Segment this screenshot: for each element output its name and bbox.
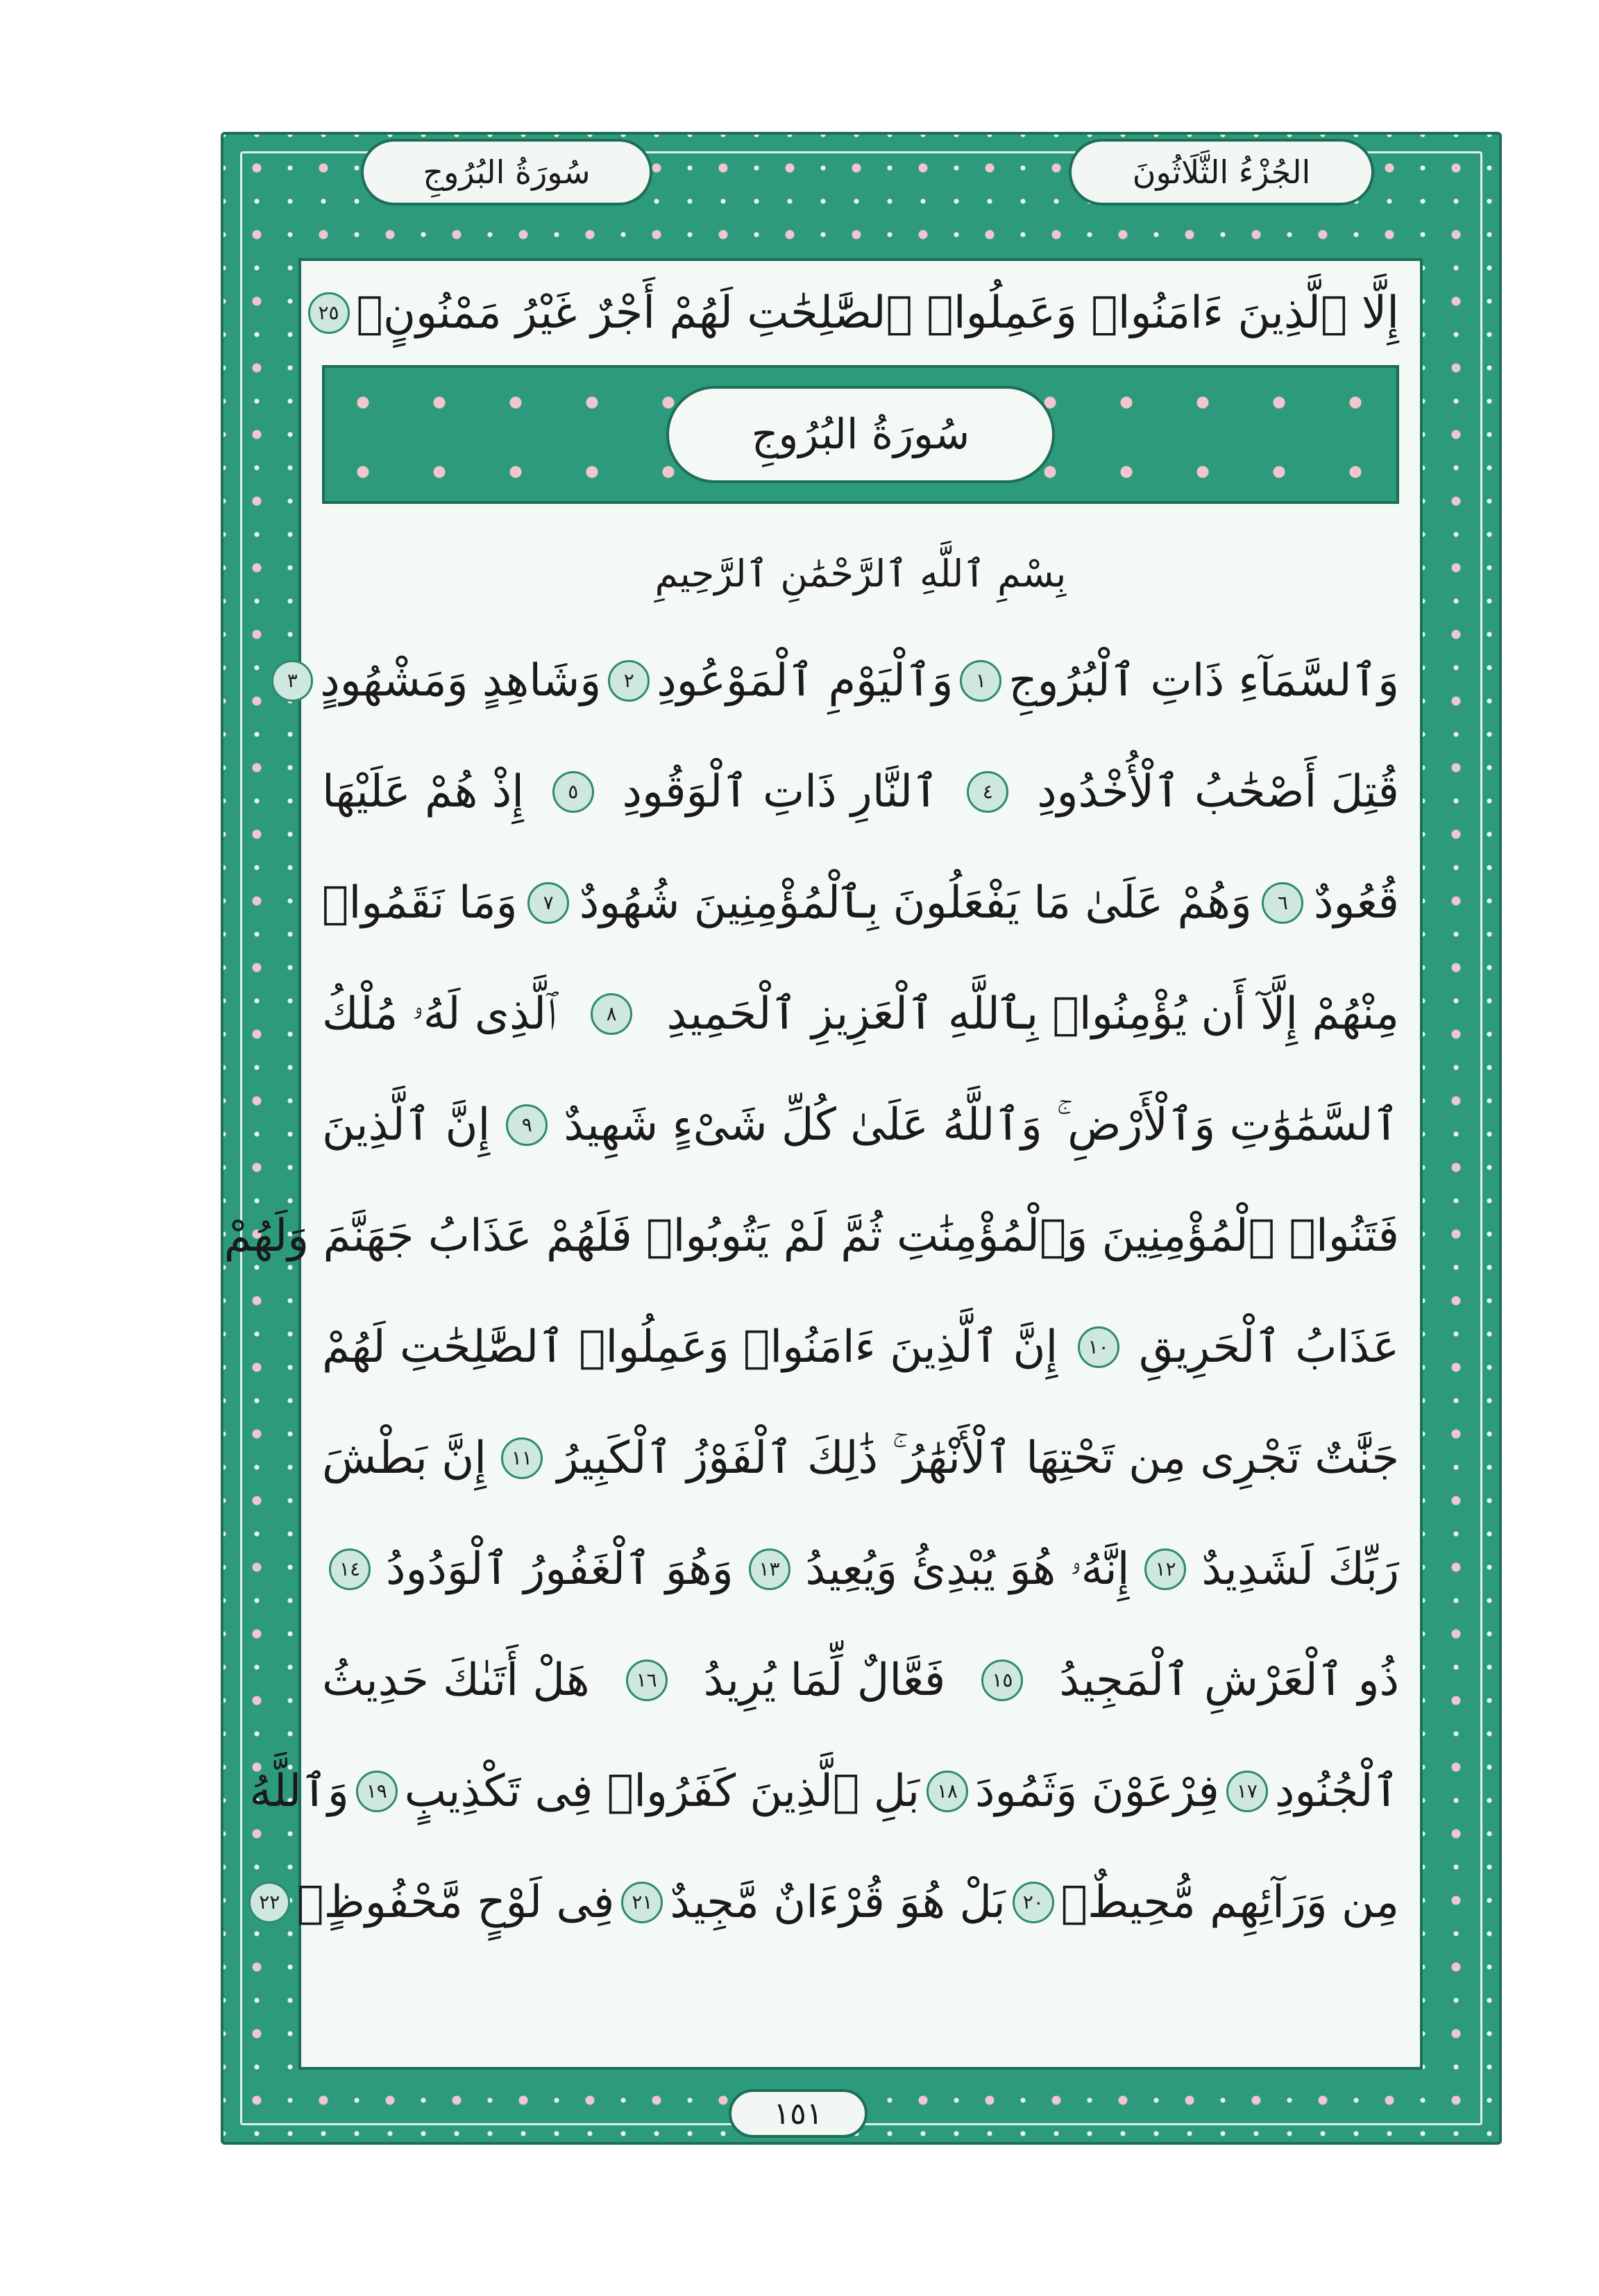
ayah-number-marker: ١٠ bbox=[1078, 1326, 1119, 1368]
verse-line-1 bbox=[318, 261, 1399, 365]
verse-line bbox=[223, 1184, 1399, 1288]
verse-text: فِرْعَوْنَ وَثَمُودَ bbox=[975, 1766, 1219, 1817]
ayah-number-marker: ١ bbox=[960, 660, 1001, 702]
verse-text: ٱلسَّمَٰوَٰتِ وَٱلْأَرْضِ ۚ وَٱللَّهُ عَلَىٰ كُلِّ شَىْءٍ شَهِيدٌ bbox=[564, 1099, 1399, 1151]
verse-line bbox=[322, 851, 1399, 955]
verse-line bbox=[322, 1406, 1399, 1510]
verse-text: هَلْ أَتَىٰكَ حَدِيثُ bbox=[322, 1655, 590, 1706]
verse-text: مِن وَرَآئِهِم مُّحِيطٌۢ bbox=[1060, 1877, 1399, 1928]
verse-text: وَشَاهِدٍ وَمَشْهُودٍ bbox=[320, 655, 602, 707]
verse-text: ٱلَّذِى لَهُۥ مُلْكُ bbox=[322, 988, 557, 1040]
verse-text: جَنَّٰتٌ تَجْرِى مِن تَحْتِهَا ٱلْأَنْهَٰرُ ۚ ذَٰلِكَ ٱلْفَوْزُ ٱلْكَبِيرُ bbox=[557, 1433, 1399, 1484]
ayah-number-marker: ١٥ bbox=[981, 1660, 1023, 1701]
verse-text: عَذَابُ ٱلْحَرِيقِ bbox=[1139, 1322, 1399, 1373]
ayah-number-marker: ١٧ bbox=[1226, 1771, 1268, 1812]
verse-line bbox=[322, 1295, 1399, 1399]
verse-text: بَلْ هُوَ قُرْءَانٌ مَّجِيدٌ bbox=[670, 1877, 1006, 1928]
verse-text: إِنَّ ٱلَّذِينَ bbox=[322, 1099, 491, 1151]
header-surah-name: سُورَةُ البُرُوجِ bbox=[361, 139, 652, 205]
surah-title: سُورَةُ البُرُوجِ bbox=[666, 386, 1055, 483]
ayah-number-marker: ٢٥ bbox=[308, 292, 350, 334]
verse-text: إِنَّ بَطْشَ bbox=[322, 1433, 487, 1484]
page-number: ١٥١ bbox=[729, 2089, 868, 2138]
ayah-number-marker: ١٦ bbox=[626, 1660, 668, 1701]
verse-text: قُعُودٌ bbox=[1313, 877, 1399, 929]
ayah-number-marker: ١٢ bbox=[1144, 1548, 1186, 1590]
verse-text: إِنَّ ٱلَّذِينَ ءَامَنُوا۟ وَعَمِلُوا۟ ٱلصَّٰلِحَٰتِ لَهُمْ bbox=[322, 1322, 1058, 1373]
verse-text: ذُو ٱلْعَرْشِ ٱلْمَجِيدُ bbox=[1059, 1655, 1399, 1706]
verse-text: قُتِلَ أَصْحَٰبُ ٱلْأُخْدُودِ bbox=[1037, 766, 1399, 818]
ayah-number-marker: ٢١ bbox=[621, 1882, 663, 1923]
ayah-number-marker: ٢٠ bbox=[1013, 1882, 1054, 1923]
verse-line bbox=[322, 1517, 1399, 1621]
verse-text: ٱلنَّارِ ذَاتِ ٱلْوَقُودِ bbox=[622, 766, 939, 818]
ayah-number-marker: ٨ bbox=[591, 993, 632, 1035]
ayah-number-marker: ٢ bbox=[608, 660, 650, 702]
verse-text: وَٱلْيَوْمِ ٱلْمَوْعُودِ bbox=[657, 655, 954, 707]
ayah-number-marker: ١٩ bbox=[356, 1771, 398, 1812]
ayah-number-marker: ٢٢ bbox=[248, 1882, 290, 1923]
verse-text: فَعَّالٌ لِّمَا يُرِيدُ bbox=[703, 1655, 946, 1706]
ayah-number-marker: ١٨ bbox=[927, 1771, 968, 1812]
verse-text: ٱلْجُنُودِ bbox=[1274, 1766, 1399, 1817]
verse-text: رَبِّكَ لَشَدِيدٌ bbox=[1201, 1544, 1399, 1595]
ayah-number-marker: ٦ bbox=[1262, 882, 1303, 924]
verse-line bbox=[322, 962, 1399, 1066]
ayah-number-marker: ٣ bbox=[271, 660, 313, 702]
verse-text: فَتَنُوا۟ ٱلْمُؤْمِنِينَ وَٱلْمُؤْمِنَٰتِ ثُمَّ لَمْ يَتُوبُوا۟ فَلَهُمْ عَذَابُ جَهَنَّمَ وَلَهُمْ bbox=[223, 1210, 1399, 1262]
verse-line bbox=[322, 740, 1399, 844]
ayah-number-marker: ٥ bbox=[552, 771, 594, 813]
basmala: بِسْمِ ٱللَّهِ ٱلرَّحْمَٰنِ ٱلرَّحِيمِ bbox=[654, 551, 1067, 596]
verse-line bbox=[287, 629, 1399, 733]
verse-line bbox=[322, 1073, 1399, 1177]
ayah-number-marker: ٩ bbox=[506, 1104, 548, 1146]
ayah-number-marker: ٤ bbox=[967, 771, 1008, 813]
verse-text: وَمَا نَقَمُوا۟ bbox=[322, 877, 518, 929]
verse-line bbox=[259, 1850, 1399, 1955]
ayah-number-marker: ١٤ bbox=[329, 1548, 371, 1590]
verse-text: إِلَّا ٱلَّذِينَ ءَامَنُوا۟ وَعَمِلُوا۟ ٱلصَّٰلِحَٰتِ لَهُمْ أَجْرٌ غَيْرُ مَمْنُونٍۭ bbox=[356, 287, 1399, 339]
text-panel bbox=[223, 258, 1423, 2070]
verse-text: وَٱلسَّمَآءِ ذَاتِ ٱلْبُرُوجِ bbox=[1008, 655, 1399, 707]
ayah-number-marker: ٧ bbox=[527, 882, 569, 924]
verse-text: إِذْ هُمْ عَلَيْهَا bbox=[322, 766, 524, 818]
header-juz-name: الجُزْءُ الثَّلَاثُونَ bbox=[1069, 139, 1374, 205]
verse-line bbox=[249, 1739, 1399, 1843]
verse-text: إِنَّهُۥ هُوَ يُبْدِئُ وَيُعِيدُ bbox=[805, 1544, 1130, 1595]
verse-text: وَهُمْ عَلَىٰ مَا يَفْعَلُونَ بِٱلْمُؤْمِنِينَ شُهُودٌ bbox=[579, 877, 1252, 929]
verse-line bbox=[322, 1628, 1399, 1732]
ayah-number-marker: ١١ bbox=[501, 1437, 543, 1479]
verse-text: وَهُوَ ٱلْغَفُورُ ٱلْوَدُودُ bbox=[386, 1544, 734, 1595]
verse-text: بَلِ ٱلَّذِينَ كَفَرُوا۟ فِى تَكْذِيبٍ bbox=[404, 1766, 920, 1817]
surah-title-band bbox=[322, 365, 1399, 504]
verse-text: فِى لَوْحٍ مَّحْفُوظٍۭ bbox=[297, 1877, 615, 1928]
verse-text: وَٱللَّهُ bbox=[249, 1766, 349, 1817]
verse-text: مِنْهُمْ إِلَّآ أَن يُؤْمِنُوا۟ بِٱللَّهِ ٱلْعَزِيزِ ٱلْحَمِيدِ bbox=[666, 988, 1399, 1040]
ayah-number-marker: ١٣ bbox=[749, 1548, 790, 1590]
